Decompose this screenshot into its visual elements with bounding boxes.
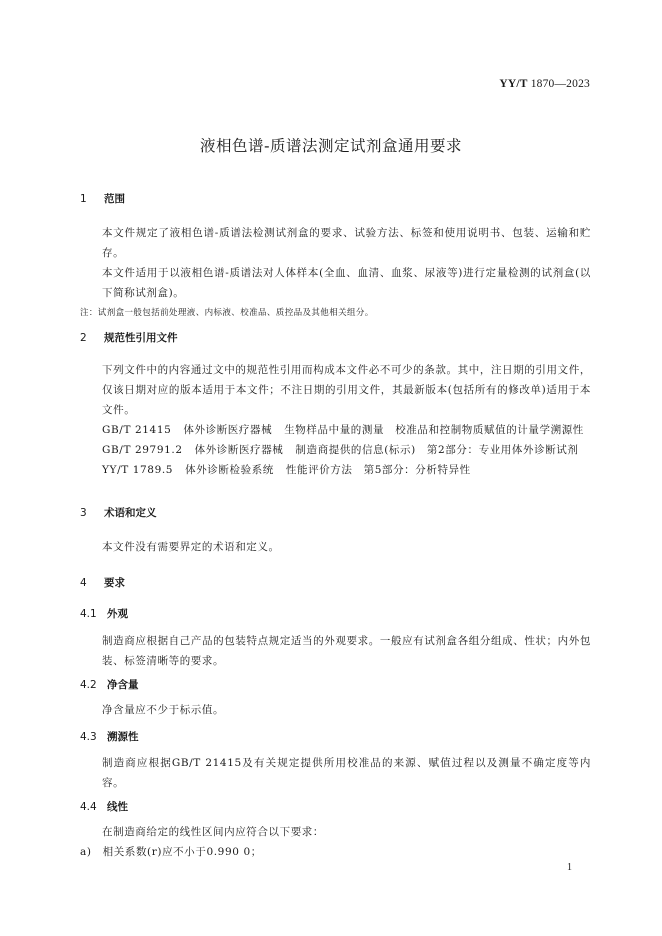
section-1-paragraph-1: 本文件规定了液相色谱-质谱法检测试剂盒的要求、试验方法、标签和使用说明书、包装、运输和贮存。 [102, 227, 591, 259]
section-3-number: 3 [80, 507, 87, 519]
section-4-3-paragraph: 制造商应根据GB/T 21415及有关规定提供所用校准品的来源、赋值过程以及测量不确定度等内容。 [102, 757, 591, 789]
section-1-title: 范围 [104, 193, 125, 205]
section-1-note: 注：试剂盒一般包括前处理液、内标液、校准品、质控品及其他相关组分。 [80, 308, 374, 318]
section-1-number: 1 [80, 193, 87, 205]
normative-reference-2 [80, 440, 591, 460]
section-4-1-paragraph: 制造商应根据自己产品的包装特点规定适当的外观要求。一般应有试剂盒各组分组成、性状；内外包装、标签清晰等的要求。 [102, 635, 591, 667]
reference-title: 体外诊断检验系统 [185, 464, 274, 476]
standard-code [499, 78, 590, 90]
section-4-1-number: 4.1 [80, 608, 97, 620]
reference-title: 体外诊断医疗器械 [183, 424, 273, 436]
section-3-heading [80, 505, 157, 520]
section-4-heading [80, 575, 125, 590]
reference-code: GB/T 21415 [102, 424, 172, 436]
section-4-2-body [80, 700, 591, 720]
section-4-number: 4 [80, 577, 87, 589]
section-4-3-number: 4.3 [80, 731, 97, 743]
normative-reference-1 [80, 420, 591, 440]
section-4-3-heading [80, 729, 139, 744]
section-3-paragraph-1: 本文件没有需要界定的术语和定义。 [102, 541, 280, 553]
section-4-1-body [80, 631, 591, 671]
section-1-body [80, 223, 591, 323]
section-4-3-title: 溯源性 [107, 731, 139, 743]
section-3-body [80, 537, 591, 557]
section-4-3-body [80, 753, 591, 793]
section-4-4-body [80, 822, 591, 862]
section-1-paragraph-2: 本文件适用于以液相色谱-质谱法对人体样本(全血、血清、血浆、尿液等)进行定量检测的试剂盒(以下简称试剂盒)。 [102, 267, 591, 299]
normative-reference-3 [80, 460, 591, 480]
section-4-4-heading [80, 799, 128, 814]
section-2-body [80, 360, 591, 480]
document-title: 液相色谱-质谱法测定试剂盒通用要求 [199, 137, 463, 155]
reference-code: YY/T 1789.5 [102, 464, 174, 476]
page-number: 1 [567, 862, 572, 873]
reference-subtitle: 性能评价方法 第5部分：分析特异性 [285, 464, 471, 476]
reference-subtitle: 制造商提供的信息(标示) 第2部分：专业用体外诊断试剂 [295, 444, 579, 456]
section-2-title: 规范性引用文件 [104, 332, 178, 344]
section-3-title: 术语和定义 [104, 507, 157, 519]
section-2-paragraph-1: 下列文件中的内容通过文中的规范性引用而构成本文件必不可少的条款。其中，注日期的引用文件，仅该日期对应的版本适用于本文件；不注日期的引用文件，其最新版本(包括所有的修改单)适用于本文件。 [102, 364, 591, 416]
section-4-2-number: 4.2 [80, 679, 97, 691]
section-4-2-title: 净含量 [107, 679, 139, 691]
section-4-4-number: 4.4 [80, 801, 97, 813]
section-4-1-title: 外观 [107, 608, 128, 620]
section-4-title: 要求 [104, 577, 125, 589]
section-1-heading [80, 191, 125, 206]
section-4-4-item-a: a) 相关系数(r)应不小于0.990 0； [80, 846, 262, 858]
section-4-2-paragraph: 净含量应不少于标示值。 [102, 704, 225, 716]
reference-code: GB/T 29791.2 [102, 444, 183, 456]
reference-subtitle: 生物样品中量的测量 校准品和控制物质赋值的计量学溯源性 [284, 424, 584, 436]
section-4-2-heading [80, 677, 139, 692]
section-4-4-title: 线性 [107, 801, 128, 813]
section-2-heading [80, 330, 178, 345]
standard-code-prefix: YY/T [499, 78, 528, 90]
reference-title: 体外诊断医疗器械 [194, 444, 284, 456]
section-2-number: 2 [80, 332, 87, 344]
standard-code-number: 1870—2023 [530, 78, 590, 90]
section-4-4-paragraph: 在制造商给定的线性区间内应符合以下要求： [102, 826, 324, 838]
section-4-1-heading [80, 606, 128, 621]
